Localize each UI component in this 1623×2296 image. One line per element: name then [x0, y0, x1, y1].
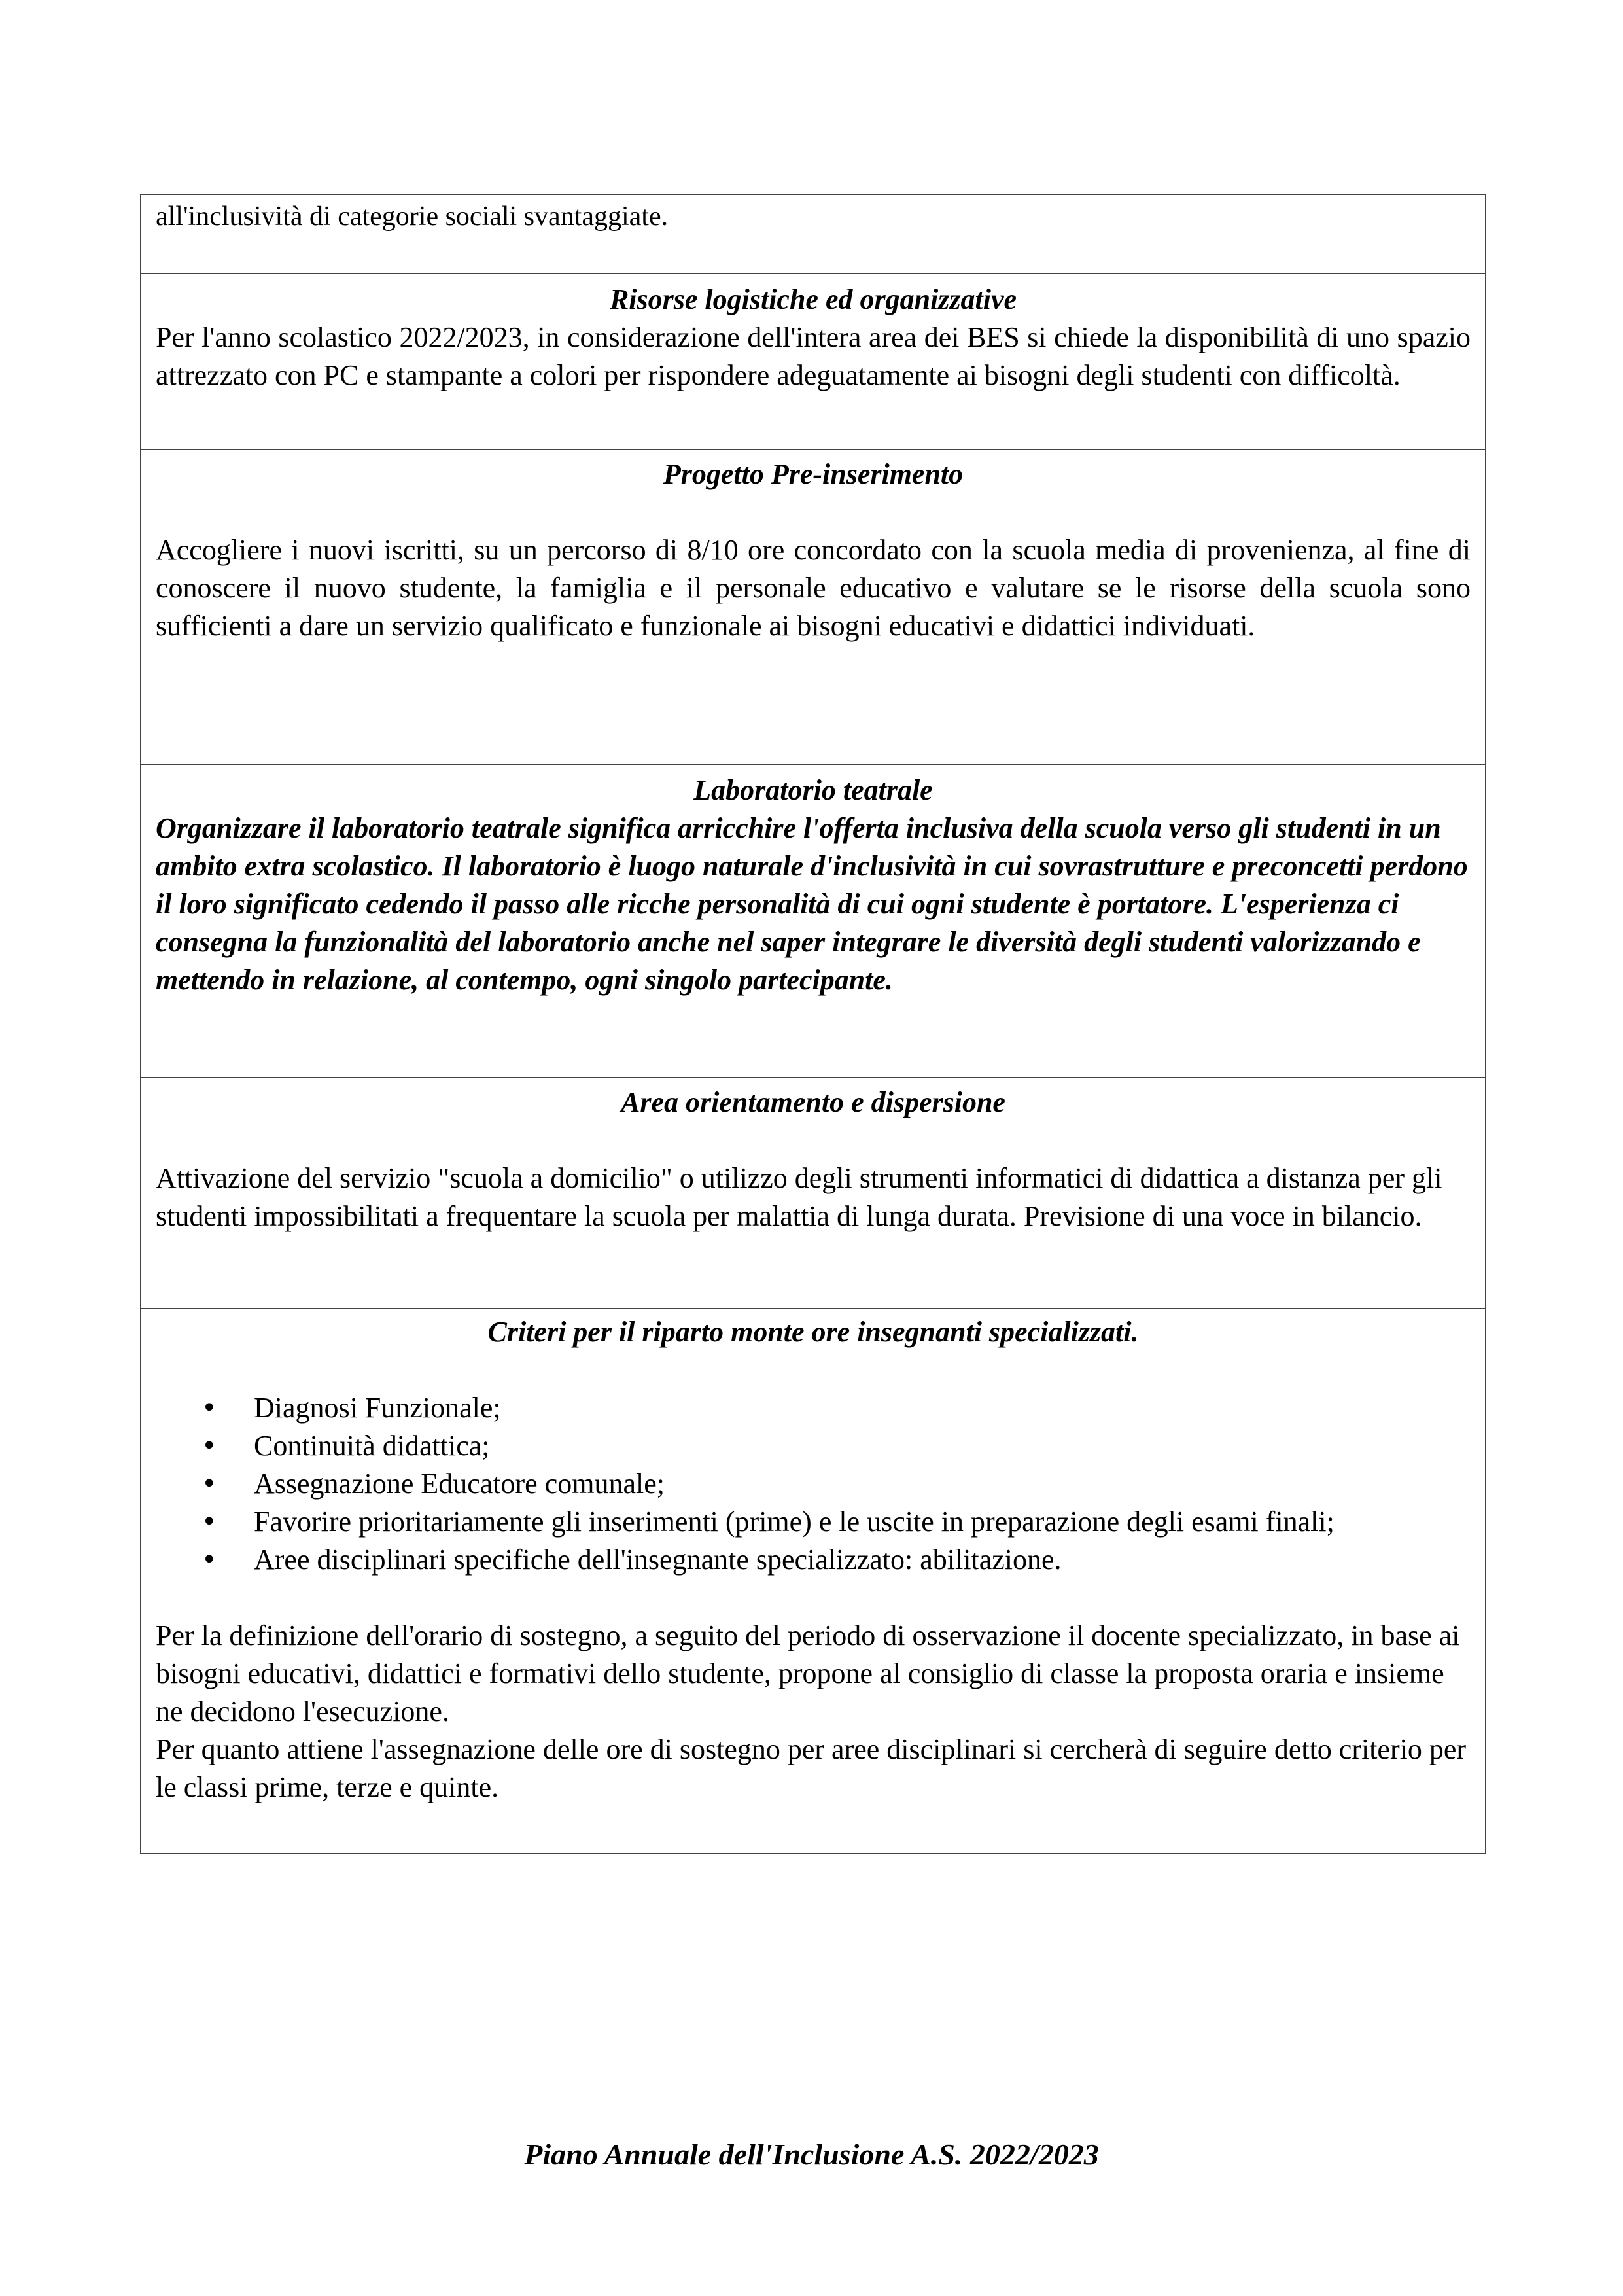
row-text: Per quanto attiene l'assegnazione delle ore di sostegno per aree disciplinari si cercherà di seguire detto criterio per le classi prime, terze e quinte. — [156, 1733, 1467, 1803]
table-row — [141, 449, 1485, 764]
table-row — [141, 1308, 1485, 1853]
page-footer: Piano Annuale dell'Inclusione A.S. 2022/2023 — [524, 2138, 1099, 2171]
row-text: Per la definizione dell'orario di sostegno, a seguito del periodo di osservazione il docente specializzato, in base ai bisogni educativi, didattici e formativi dello studente, propone al consiglio di classe la proposta oraria e insieme ne decidono l'esecuzione. — [156, 1619, 1460, 1727]
row-text: Organizzare il laboratorio teatrale significa arricchire l'offerta inclusiva della scuola verso gli studenti in un ambito extra scolastico. Il laboratorio è luogo naturale d'inclusività in cui sovrastrutture e preconcetti perdono il loro significato cedendo il passo alle ricche personalità di cui ogni studente è portatore. L'esperienza ci consegna la funzionalità del laboratorio anche nel saper integrare le diversità degli studenti valorizzando e mettendo in relazione, al contempo, ogni singolo partecipante. — [156, 812, 1468, 996]
list-item: • Assegnazione Educatore comunale; — [254, 1465, 1471, 1503]
list-item: • Continuità didattica; — [254, 1427, 1471, 1465]
table-row — [141, 195, 1485, 273]
table-row — [141, 764, 1485, 1077]
content-table — [140, 194, 1486, 1854]
table-row — [141, 1077, 1485, 1308]
list-item: • Aree disciplinari specifiche dell'insegnante specializzato: abilitazione. — [254, 1541, 1471, 1579]
row-text: Per l'anno scolastico 2022/2023, in considerazione dell'intera area dei BES si chiede la disponibilità di uno spazio attrezzato con PC e stampante a colori per rispondere adeguatamente ai bisogni degli studenti con difficoltà. — [156, 321, 1471, 391]
row-text: all'inclusività di categorie sociali svantaggiate. — [156, 202, 669, 232]
section-heading: Criteri per il riparto monte ore insegnanti specializzati. — [487, 1316, 1139, 1348]
list-item: • Favorire prioritariamente gli inserimenti (prime) e le uscite in preparazione degli esami finali; — [254, 1503, 1471, 1541]
table-row — [141, 273, 1485, 449]
section-heading: Progetto Pre-inserimento — [663, 458, 964, 490]
section-heading: Risorse logistiche ed organizzative — [609, 283, 1017, 315]
list-item: • Diagnosi Funzionale; — [254, 1389, 1471, 1427]
criteria-list — [156, 1389, 1471, 1579]
section-heading: Laboratorio teatrale — [693, 774, 933, 806]
row-text: Attivazione del servizio "scuola a domicilio" o utilizzo degli strumenti informatici di didattica a distanza per gli studenti impossibilitati a frequentare la scuola per malattia di lunga durata. Previsione di una voce in bilancio. — [156, 1162, 1442, 1232]
section-heading: Area orientamento e dispersione — [621, 1086, 1005, 1118]
row-text: Accogliere i nuovi iscritti, su un percorso di 8/10 ore concordato con la scuola media di provenienza, al fine di conoscere il nuovo studente, la famiglia e il personale educativo e valutare se le risorse della scuola sono sufficienti a dare un servizio qualificato e funzionale ai bisogni educativi e didattici individuati. — [156, 534, 1471, 642]
